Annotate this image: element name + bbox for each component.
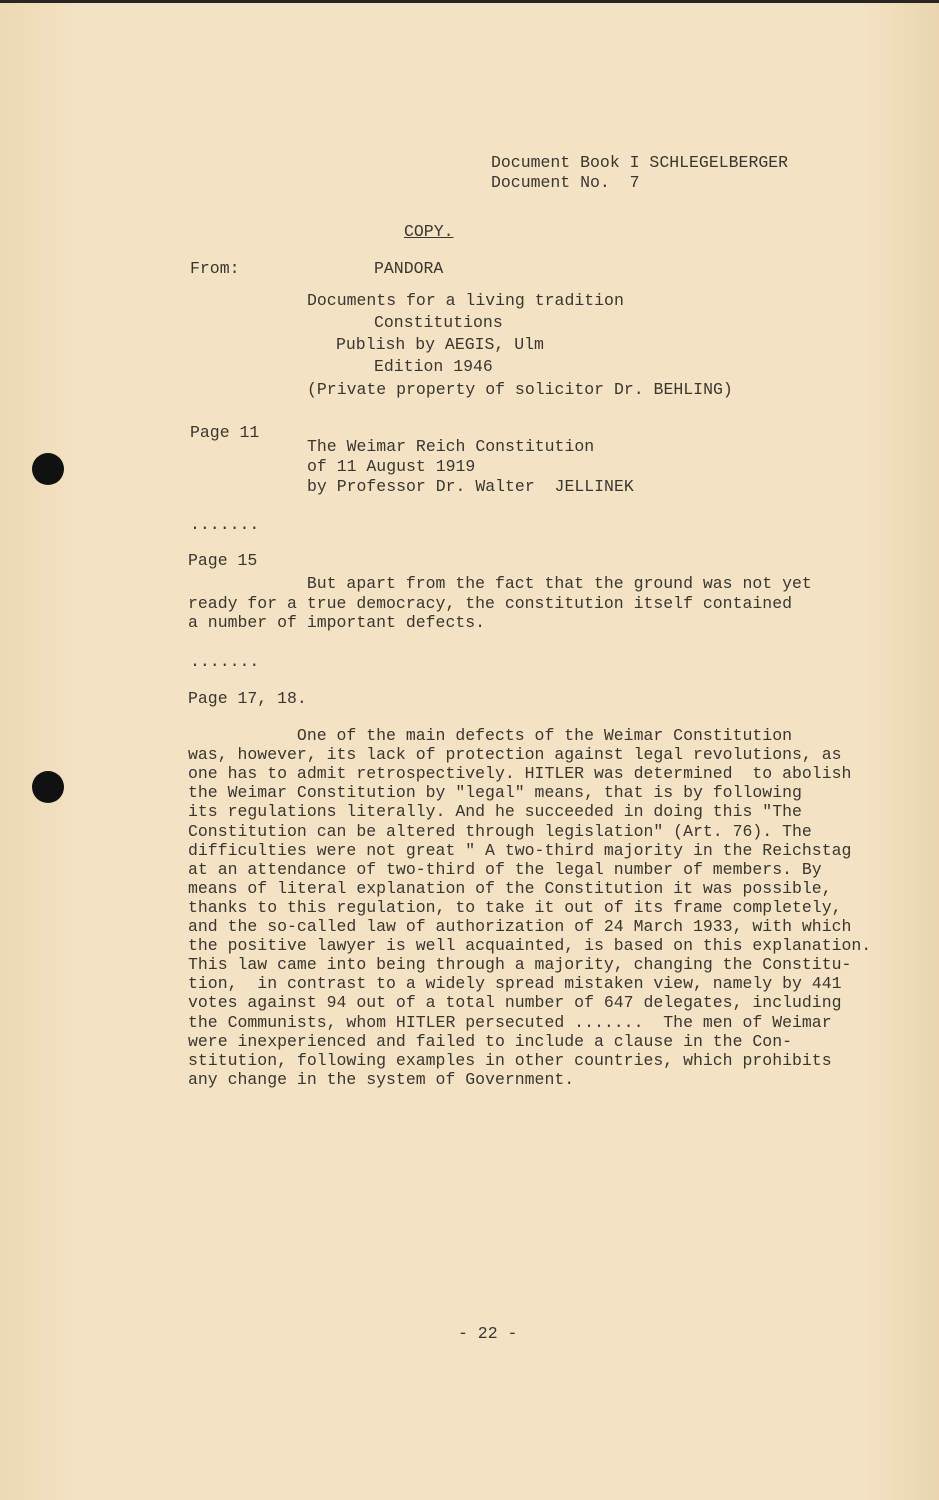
document-book-line: Document Book I SCHLEGELBERGER: [491, 153, 789, 172]
body-line: its regulations literally. And he succeeded in doing this "The: [188, 802, 802, 822]
source-line: (Private property of solicitor Dr. BEHLING): [307, 380, 733, 399]
body-line: difficulties were not great " A two-third majority in the Reichstag: [188, 840, 852, 860]
copy-heading: COPY.: [404, 222, 454, 241]
source-title: PANDORA: [374, 259, 444, 278]
body-line: the positive lawyer is well acquainted, is based on this explanation.: [188, 936, 872, 956]
document-number-line: Document No. 7: [491, 173, 640, 192]
body-line: stitution, following examples in other countries, which prohibits: [188, 1050, 832, 1070]
punch-hole: [32, 453, 64, 485]
body-line: Constitution can be altered through legislation" (Art. 76). The: [188, 821, 812, 841]
body-line: thanks to this regulation, to take it out of its frame completely,: [188, 897, 842, 917]
from-label: From:: [190, 259, 240, 278]
body-line: a number of important defects.: [188, 613, 486, 632]
body-line: But apart from the fact that the ground was not yet: [188, 574, 812, 593]
body-line: This law came into being through a majority, changing the Constitu-: [188, 955, 852, 975]
body-line: at an attendance of two-third of the legal number of members. By: [188, 859, 822, 879]
separator-dots: .......: [190, 652, 260, 671]
body-line: one has to admit retrospectively. HITLER was determined to abolish: [188, 764, 852, 784]
body-line: votes against 94 out of a total number of 647 delegates, including: [188, 993, 842, 1013]
body-line: were inexperienced and failed to include a clause in the Con-: [188, 1031, 792, 1051]
source-line: Edition 1946: [374, 357, 493, 376]
body-line: ready for a true democracy, the constitution itself contained: [188, 594, 792, 613]
body-line: means of literal explanation of the Constitution it was possible,: [188, 878, 832, 898]
punch-hole: [32, 771, 64, 803]
body-line: the Communists, whom HITLER persecuted ....... The men of Weimar: [188, 1012, 832, 1032]
body-line: was, however, its lack of protection against legal revolutions, as: [188, 745, 842, 765]
source-line: Documents for a living tradition: [307, 291, 624, 310]
citation-line: of 11 August 1919: [307, 457, 476, 476]
body-line: tion, in contrast to a widely spread mistaken view, namely by 441: [188, 974, 842, 994]
body-line: One of the main defects of the Weimar Constitution: [188, 726, 792, 745]
body-line: the Weimar Constitution by "legal" means, that is by following: [188, 783, 802, 803]
source-line: Constitutions: [374, 313, 503, 332]
separator-dots: .......: [190, 515, 260, 534]
page-reference: Page 11: [190, 423, 260, 442]
body-line: and the so-called law of authorization of 24 March 1933, with which: [188, 917, 852, 936]
page-reference: Page 15: [188, 551, 258, 570]
body-line: any change in the system of Government.: [188, 1069, 575, 1089]
page-number: - 22 -: [458, 1324, 518, 1343]
citation-line: The Weimar Reich Constitution: [307, 437, 595, 456]
page-reference: Page 17, 18.: [188, 689, 307, 708]
scan-edge: [0, 0, 939, 3]
source-line: Publish by AEGIS, Ulm: [336, 335, 544, 354]
citation-line: by Professor Dr. Walter JELLINEK: [307, 477, 634, 496]
